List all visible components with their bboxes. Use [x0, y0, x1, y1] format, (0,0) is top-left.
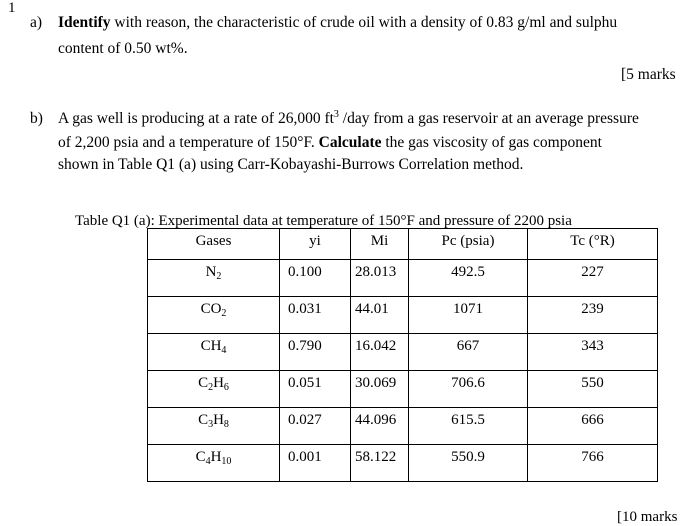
cell-tc: 550: [528, 371, 658, 408]
cell-yi: 0.027: [280, 408, 351, 445]
table-row: [148, 408, 658, 445]
question-a-label: a): [30, 14, 43, 31]
cell-mi: 44.01: [351, 297, 409, 334]
cell-pc: 667: [409, 334, 528, 371]
cell-mi: 58.122: [351, 445, 409, 482]
cell-yi: 0.051: [280, 371, 351, 408]
table-row: [148, 371, 658, 408]
cell-mi: 30.069: [351, 371, 409, 408]
cell-yi: 0.790: [280, 334, 351, 371]
cell-pc: 550.9: [409, 445, 528, 482]
question-a-line-2: content of 0.50 wt%.: [58, 40, 188, 57]
table-row: [148, 445, 658, 482]
cell-gas: $CH_4$: [148, 334, 280, 371]
table-header-row: [148, 229, 658, 260]
cell-mi: 44.096: [351, 408, 409, 445]
question-b-text-1a: A gas well is producing at a rate of 26,000 ft: [58, 110, 334, 127]
question-b-line-3: shown in Table Q1 (a) using Carr-Kobayashi-Burrows Correlation method.: [58, 156, 524, 173]
cell-mi: 28.013: [351, 260, 409, 297]
question-b-text-2a: of 2,200 psia and a temperature of 150°F.: [58, 134, 319, 151]
cell-gas: $C_3H_8$: [148, 408, 280, 445]
question-b-label: b): [30, 110, 43, 127]
cell-pc: 1071: [409, 297, 528, 334]
cell-pc: 706.6: [409, 371, 528, 408]
cell-yi: 0.001: [280, 445, 351, 482]
question-b-text-1b: /day from a gas reservoir at an average pressure: [338, 110, 639, 127]
question-b-verb: Calculate: [318, 134, 382, 151]
cell-gas: $CO_2$: [148, 297, 280, 334]
header-pc: Pc (psia): [409, 229, 528, 260]
cell-gas: $N_2$: [148, 260, 280, 297]
cell-gas: $C_4H_{10}$: [148, 445, 280, 482]
question-b-line-2: [58, 134, 602, 152]
cell-mi: 16.042: [351, 334, 409, 371]
cell-yi: 0.100: [280, 260, 351, 297]
header-yi: yi: [280, 229, 351, 260]
header-mi: Mi: [351, 229, 409, 260]
cell-tc: 766: [528, 445, 658, 482]
experimental-data-table: [147, 228, 658, 482]
question-b-marks: [10 marks: [617, 509, 678, 525]
cell-tc: 666: [528, 408, 658, 445]
cell-tc: 343: [528, 334, 658, 371]
question-a-line-1: [58, 14, 617, 32]
question-a-verb: Identify: [58, 14, 111, 31]
cell-gas: $C_2H_6$: [148, 371, 280, 408]
question-a-text-1: with reason, the characteristic of crude oil with a density of 0.83 g/ml and sulphu: [110, 14, 618, 31]
header-gases: Gases: [148, 229, 280, 260]
header-tc: Tc (°R): [528, 229, 658, 260]
question-a-marks: [5 marks: [621, 66, 676, 83]
cell-yi: 0.031: [280, 297, 351, 334]
question-b-text-2b: the gas viscosity of gas component: [381, 134, 602, 151]
table-row: [148, 260, 658, 297]
cell-tc: 239: [528, 297, 658, 334]
page-number: 1: [8, 0, 16, 16]
table-row: [148, 334, 658, 371]
table-caption: Table Q1 (a): Experimental data at temperature of 150°F and pressure of 2200 psia: [75, 213, 572, 229]
question-b-line-1: [58, 110, 639, 128]
cell-tc: 227: [528, 260, 658, 297]
table-row: [148, 297, 658, 334]
cell-pc: 492.5: [409, 260, 528, 297]
cell-pc: 615.5: [409, 408, 528, 445]
question-b-superscript: 3: [333, 109, 339, 120]
